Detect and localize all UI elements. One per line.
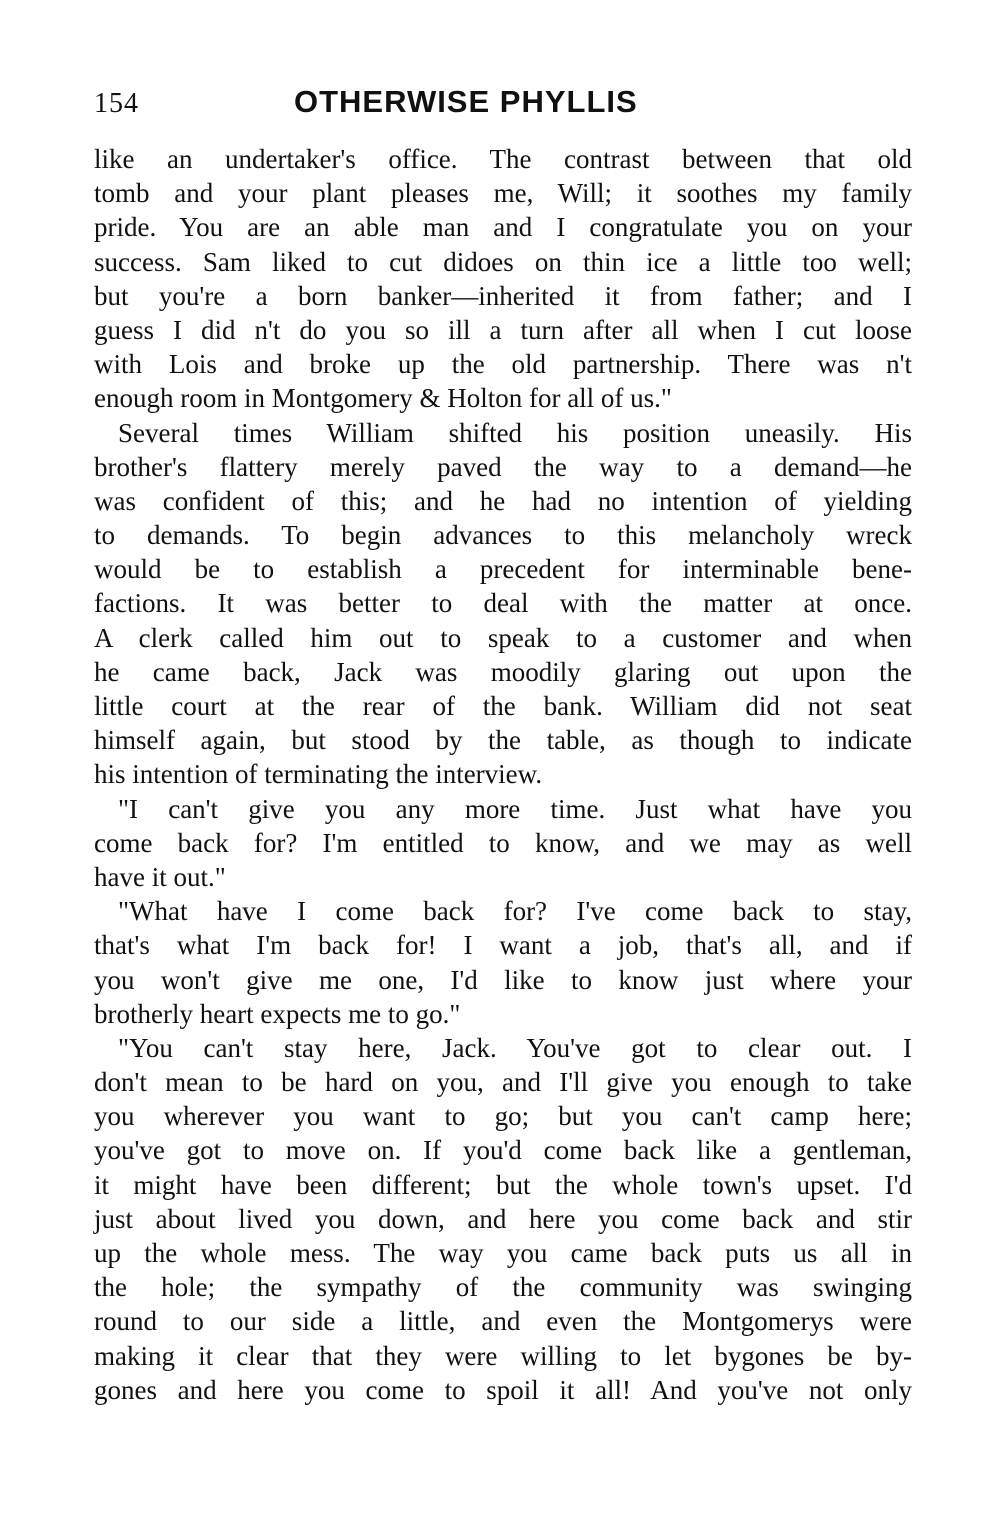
text-line: factions. It was better to deal with the matter at once.	[94, 588, 912, 619]
text-line: tomb and your plant pleases me, Will; it soothes my family	[94, 178, 912, 209]
text-line: pride. You are an able man and I congratulate you on your	[94, 212, 912, 243]
text-line: guess I did n't do you so ill a turn after all when I cut loose	[94, 314, 912, 345]
text-line: "What have I come back for? I've come back to stay,	[118, 896, 912, 927]
text-line: success. Sam liked to cut didoes on thin ice a little too well;	[94, 246, 912, 277]
text-line: little court at the rear of the bank. William did not seat	[94, 691, 912, 721]
text-line: come back for? I'm entitled to know, and we may as well	[94, 827, 912, 858]
text-line: himself again, but stood by the table, as though to indicate	[94, 725, 912, 756]
text-line: just about lived you down, and here you come back and stir	[94, 1203, 912, 1234]
text-line: was confident of this; and he had no intention of yielding	[94, 485, 912, 516]
text-line: A clerk called him out to speak to a customer and when	[94, 622, 912, 653]
text-line: don't mean to be hard on you, and I'll give you enough to take	[94, 1067, 912, 1098]
text-line: it might have been different; but the whole town's upset. I'd	[94, 1169, 912, 1200]
page-header	[94, 84, 914, 124]
text-line: you wherever you want to go; but you can't camp here;	[94, 1101, 912, 1132]
text-line: enough room in Montgomery & Holton for all of us."	[94, 383, 672, 414]
text-line: you won't give me one, I'd like to know just where your	[94, 964, 912, 995]
text-line: brotherly heart expects me to go."	[94, 998, 461, 1029]
text-line: Several times William shifted his position uneasily. His	[118, 417, 912, 448]
text-line: gones and here you come to spoil it all! And you've not only	[94, 1374, 912, 1405]
text-line: have it out."	[94, 861, 226, 892]
text-line: making it clear that they were willing to let bygones be by-	[94, 1340, 912, 1371]
text-line: to demands. To begin advances to this melancholy wreck	[94, 520, 912, 551]
text-line: like an undertaker's office. The contrast between that old	[94, 144, 912, 174]
text-line: he came back, Jack was moodily glaring out upon the	[94, 656, 912, 687]
text-line: up the whole mess. The way you came back puts us all in	[94, 1238, 912, 1268]
text-line: with Lois and broke up the old partnership. There was n't	[94, 349, 912, 380]
text-line: "You can't stay here, Jack. You've got to clear out. I	[118, 1032, 912, 1063]
text-line: you've got to move on. If you'd come back like a gentleman,	[94, 1135, 912, 1166]
page-number: 154	[94, 88, 139, 119]
text-line: would be to establish a precedent for interminable bene-	[94, 554, 912, 585]
body-text	[94, 142, 912, 1407]
text-line: brother's flattery merely paved the way to a demand—he	[94, 451, 912, 482]
text-line: "I can't give you any more time. Just what have you	[118, 793, 912, 824]
text-line: but you're a born banker—inherited it from father; and I	[94, 280, 912, 311]
text-line: round to our side a little, and even the Montgomerys were	[94, 1306, 912, 1337]
text-line: his intention of terminating the interview.	[94, 759, 543, 790]
text-line: the hole; the sympathy of the community was swinging	[94, 1272, 912, 1303]
text-line: that's what I'm back for! I want a job, that's all, and if	[94, 930, 912, 961]
running-title: OTHERWISE PHYLLIS	[294, 84, 638, 119]
